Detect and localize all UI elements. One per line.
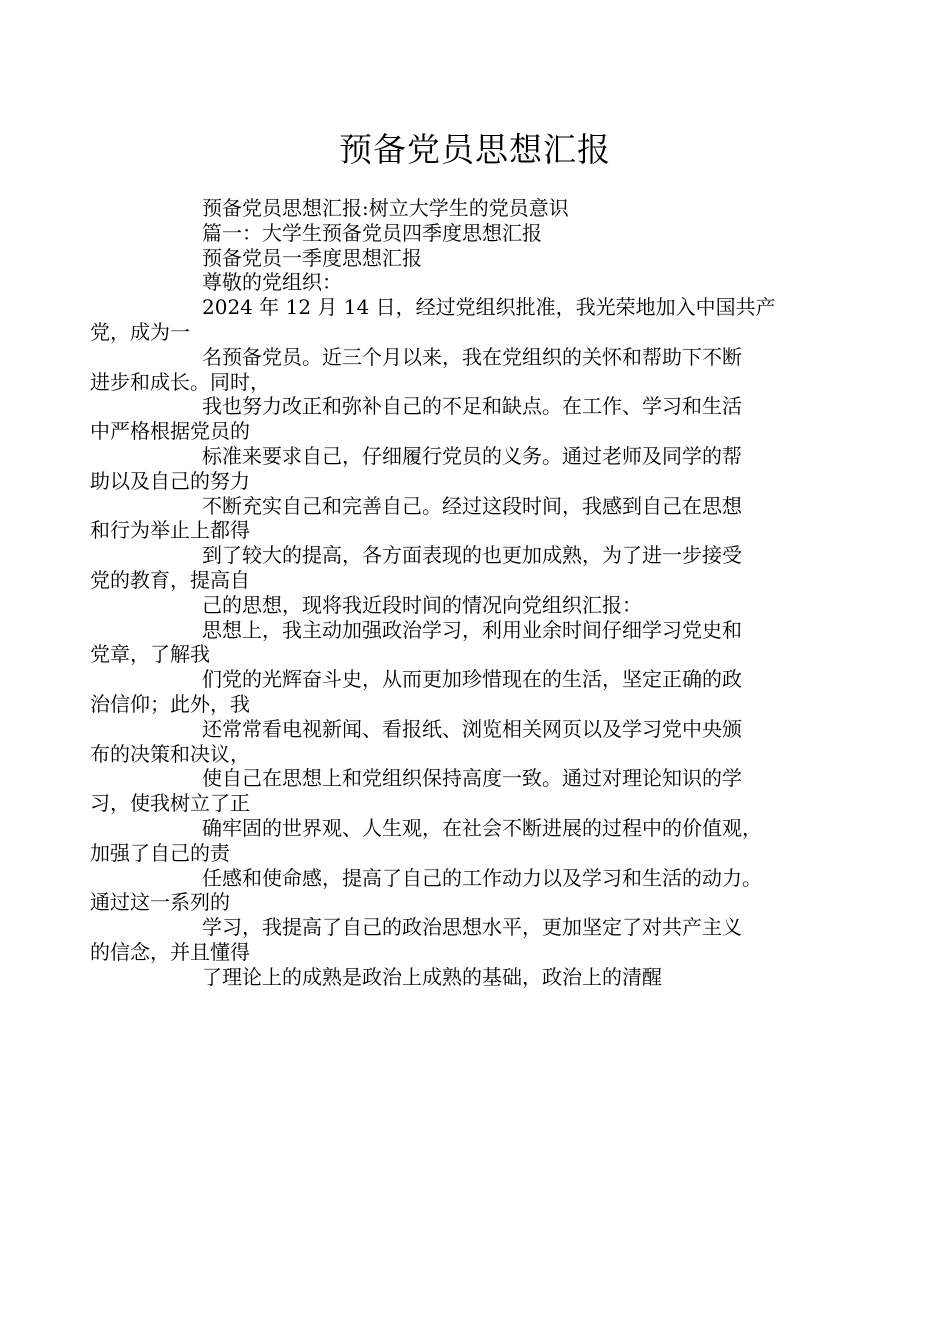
paragraph-line: 治信仰；此外，我 [90, 691, 250, 716]
paragraph-line: 我也努力改正和弥补自己的不足和缺点。在工作、学习和生活 [202, 394, 742, 419]
paragraph [90, 295, 826, 345]
paragraph-line: 名预备党员。近三个月以来，我在党组织的关怀和帮助下不断 [202, 344, 742, 369]
paragraph-line: 加强了自己的责 [90, 840, 230, 865]
paragraph-line: 到了较大的提高，各方面表现的也更加成熟，为了进一步接受 [202, 543, 742, 568]
paragraph-line: 布的决策和决议， [90, 741, 250, 766]
paragraph-line: 己的思想，现将我近段时间的情况向党组织汇报： [202, 592, 642, 617]
paragraph-line: 学习，我提高了自己的政治思想水平，更加坚定了对共产主义 [202, 915, 742, 940]
paragraph-line: 使自己在思想上和党组织保持高度一致。通过对理论知识的学 [202, 766, 742, 791]
paragraph-line: 党，成为一 [90, 319, 190, 344]
document-body [90, 196, 826, 990]
paragraph [90, 543, 826, 593]
paragraph [146, 246, 826, 271]
paragraph-line: 2024 年 12 月 14 日，经过党组织批准，我光荣地加入中国共产 [202, 295, 776, 320]
paragraph [90, 617, 826, 668]
paragraph-line: 进步和成长。同时， [90, 369, 270, 394]
paragraph-line: 确牢固的世界观、人生观，在社会不断进展的过程中的价值观， [202, 815, 762, 840]
paragraph [90, 915, 826, 965]
paragraph-line: 任感和使命感，提高了自己的工作动力以及学习和生活的动力。 [202, 865, 762, 890]
paragraph-line: 党的教育，提高自 [90, 567, 250, 592]
paragraph-line: 预备党员思想汇报:树立大学生的党员意识 [202, 196, 569, 220]
paragraph-line: 标准来要求自己，仔细履行党员的义务。通过老师及同学的帮 [202, 443, 742, 468]
paragraph-line: 的信念，并且懂得 [90, 939, 250, 964]
paragraph [146, 221, 826, 246]
paragraph [90, 766, 826, 816]
paragraph [90, 865, 826, 916]
paragraph-line: 党章，了解我 [90, 642, 210, 667]
paragraph-line: 不断充实自己和完善自己。经过这段时间，我感到自己在思想 [202, 493, 742, 518]
paragraph [146, 965, 826, 990]
paragraph-line: 和行为举止上都得 [90, 518, 250, 543]
paragraph-line: 助以及自己的努力 [90, 468, 250, 493]
paragraph [90, 443, 826, 494]
paragraph [90, 344, 826, 395]
paragraph [90, 667, 826, 717]
paragraph-line: 们党的光辉奋斗史，从而更加珍惜现在的生活，坚定正确的政 [202, 667, 742, 692]
paragraph-line: 篇一：大学生预备党员四季度思想汇报 [202, 220, 542, 245]
paragraph [90, 394, 826, 444]
document-title: 预备党员思想汇报 [339, 130, 611, 169]
paragraph [90, 716, 826, 767]
paragraph-line: 习，使我树立了正 [90, 791, 250, 816]
paragraph-line: 思想上，我主动加强政治学习，利用业余时间仔细学习党史和 [202, 617, 742, 642]
paragraph [146, 196, 826, 221]
paragraph [146, 270, 826, 295]
paragraph [90, 493, 826, 544]
paragraph-line: 通过这一系列的 [90, 890, 230, 915]
paragraph [90, 815, 826, 866]
paragraph-line: 还常常看电视新闻、看报纸、浏览相关网页以及学习党中央颁 [202, 716, 742, 741]
paragraph-line: 了理论上的成熟是政治上成熟的基础，政治上的清醒 [202, 964, 662, 989]
paragraph [146, 593, 826, 618]
paragraph-line: 预备党员一季度思想汇报 [202, 245, 422, 270]
paragraph-line: 尊敬的党组织： [202, 270, 342, 295]
paragraph-line: 中严格根据党员的 [90, 419, 250, 444]
